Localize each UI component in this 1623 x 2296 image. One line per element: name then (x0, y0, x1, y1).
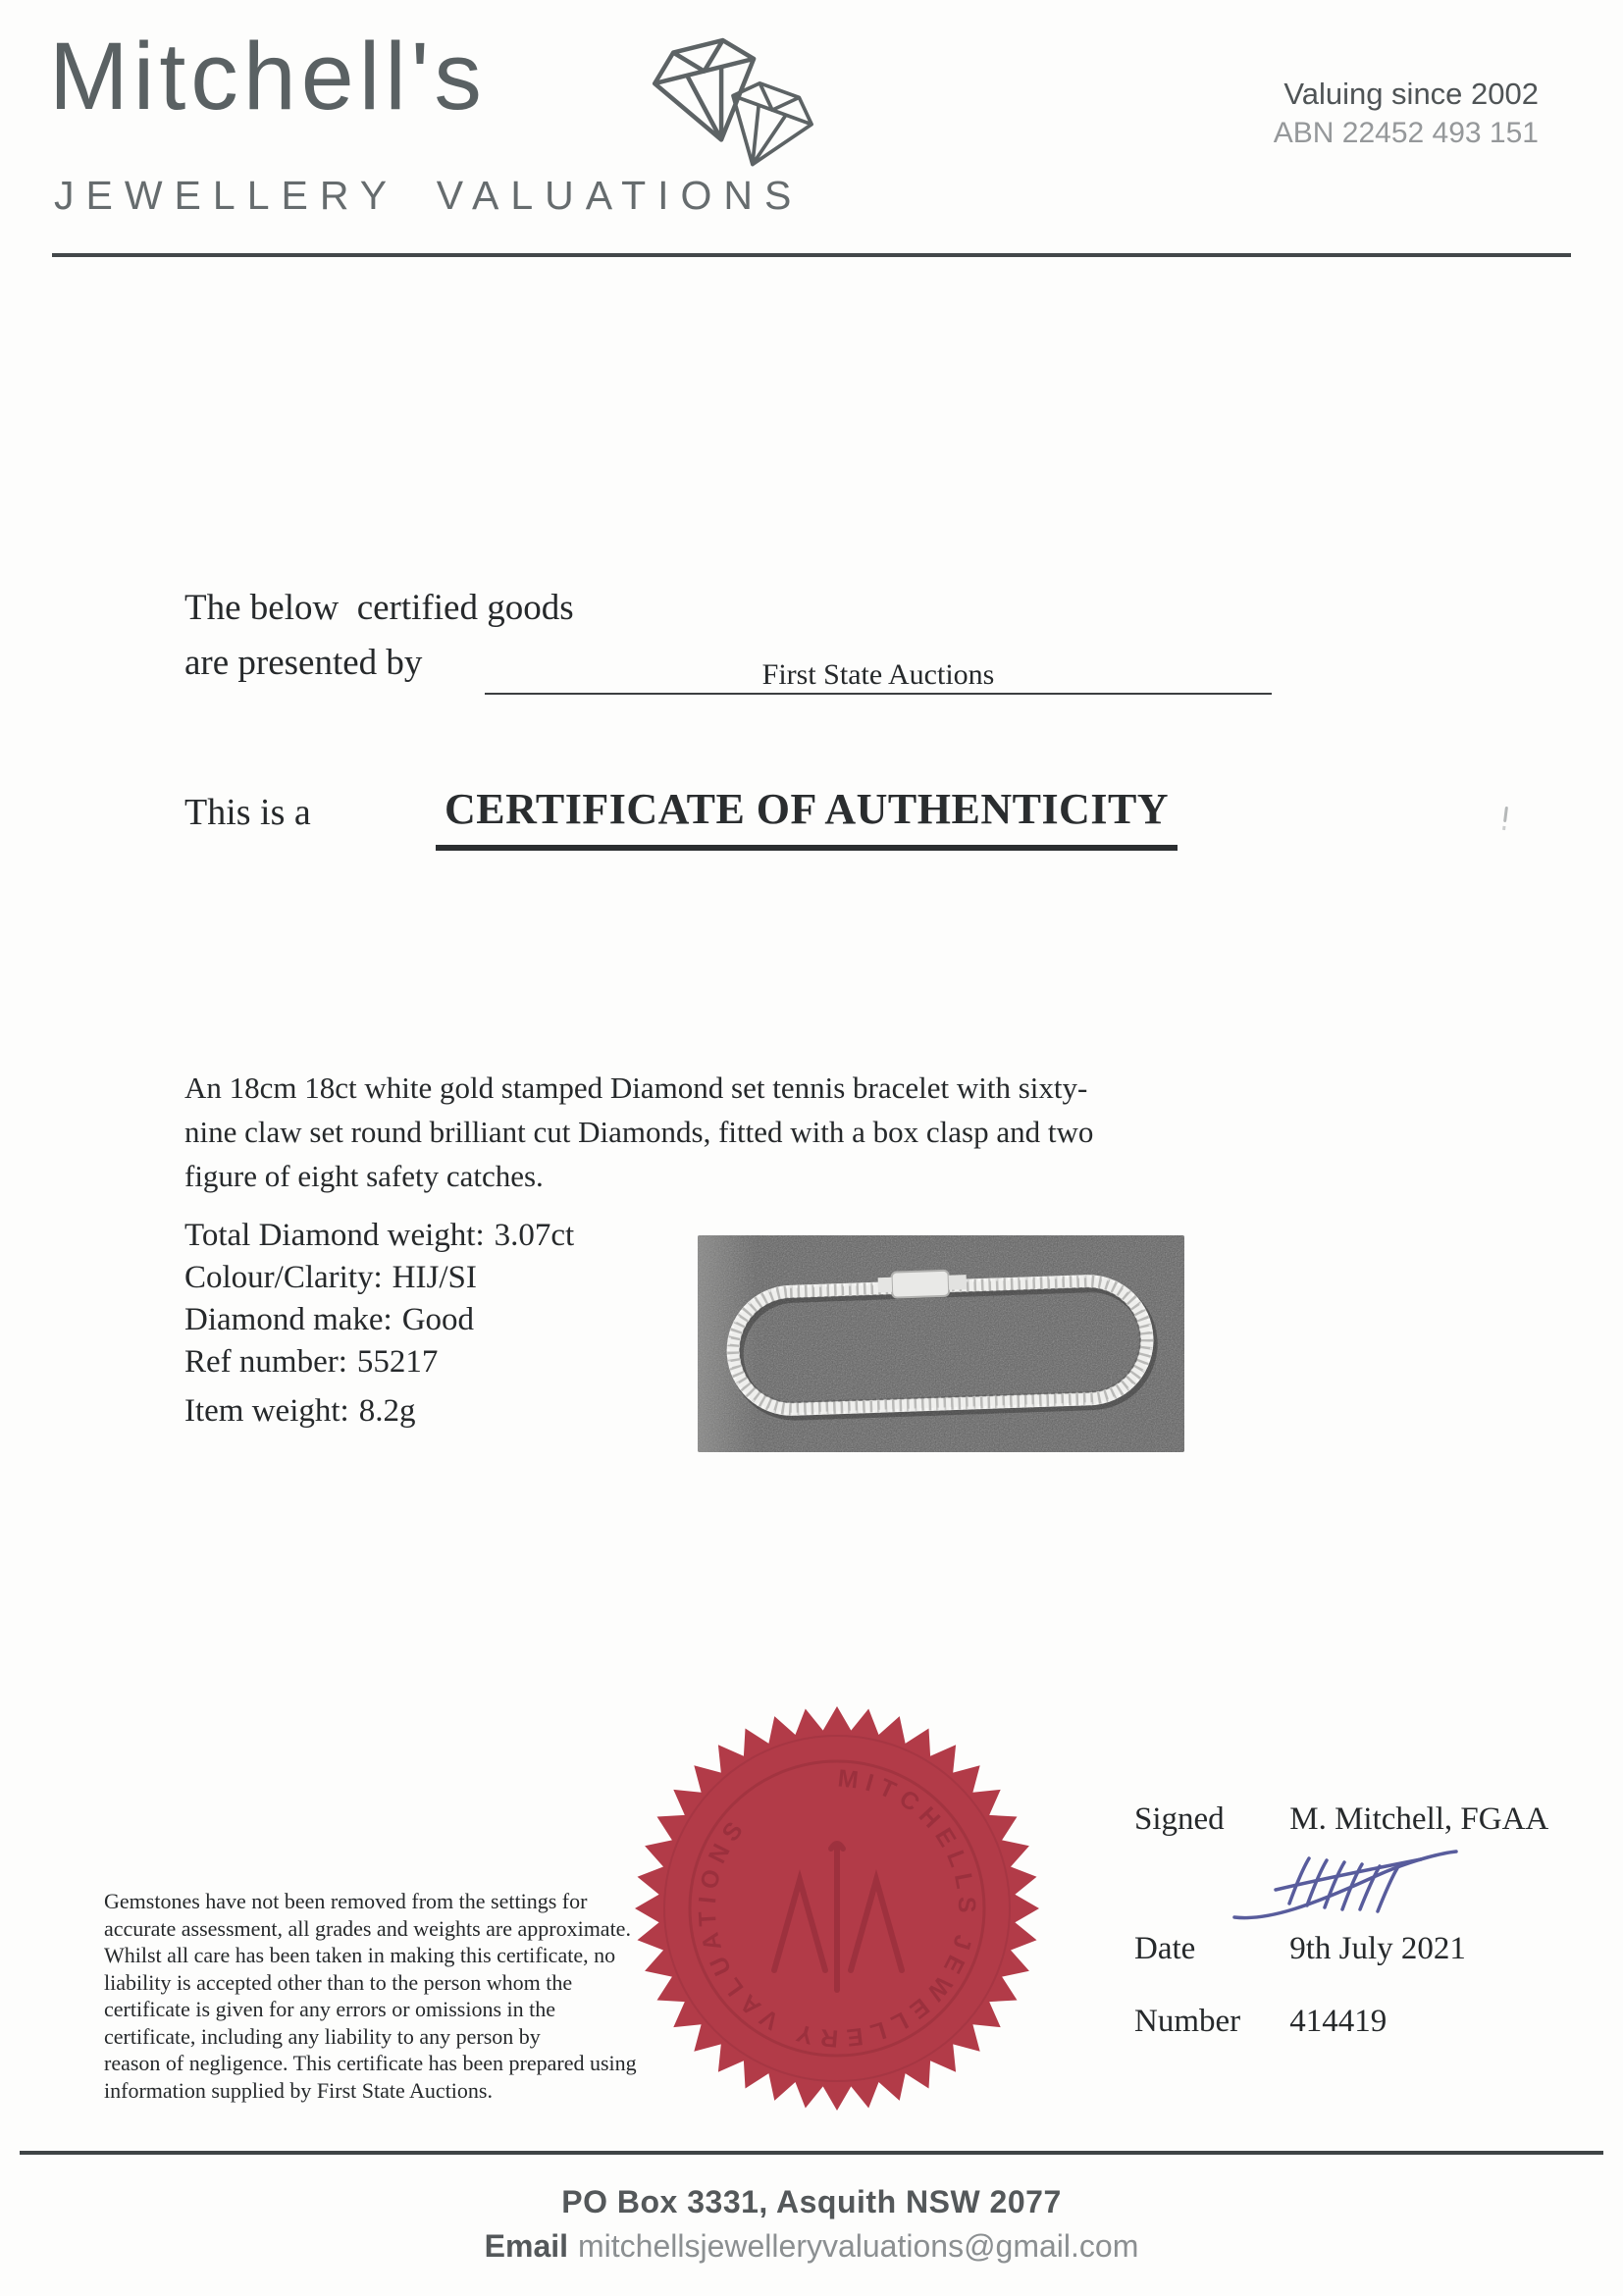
certificate-title: CERTIFICATE OF AUTHENTICITY (436, 784, 1178, 851)
signed-row (1134, 1801, 1548, 1838)
disclaimer-line: certificate, including any liability to any person by (104, 2023, 541, 2049)
disclaimer-line: reason of negligence. This certificate has been prepared using (104, 2051, 637, 2075)
brand-name: Mitchell's (49, 23, 487, 130)
disclaimer-text (104, 1888, 637, 2104)
abn-number: ABN 22452 493 151 (1273, 117, 1539, 149)
spec-row (184, 1215, 574, 1257)
date-value: 9th July 2021 (1289, 1931, 1466, 1966)
presenter-underline (485, 644, 1272, 695)
spec-label: Ref number: (184, 1344, 347, 1380)
red-wax-seal (634, 1705, 1040, 2112)
bracelet-photo-image (698, 1235, 1184, 1452)
diamonds-logo-icon (610, 26, 841, 183)
footer-email (0, 2228, 1623, 2265)
spec-label: Colour/Clarity: (184, 1260, 383, 1295)
item-weight-row (184, 1393, 415, 1430)
description-line: An 18cm 18ct white gold stamped Diamond set tennis bracelet with sixty- (184, 1070, 1088, 1105)
date-row (1134, 1931, 1466, 1967)
spec-value: HIJ/SI (392, 1260, 477, 1295)
number-value: 414419 (1289, 2004, 1387, 2039)
spec-row (184, 1341, 574, 1383)
intro-line2: are presented by (184, 643, 423, 683)
signed-value: M. Mitchell, FGAA (1289, 1801, 1549, 1837)
brand-subtitle: JEWELLERY VALUATIONS (54, 173, 804, 218)
description-line: nine claw set round brilliant cut Diamonds, fitted with a box clasp and two (184, 1115, 1094, 1149)
item-description (184, 1066, 1093, 1198)
number-label: Number (1134, 2004, 1241, 2039)
signed-label: Signed (1134, 1801, 1225, 1837)
intro-line1: The below certified goods (184, 588, 574, 628)
seal-ring-text: MITCHELLS JEWELLERY VALUATIONS (693, 1764, 980, 2053)
presenter-name: First State Auctions (761, 658, 995, 691)
spec-row (184, 1299, 574, 1341)
title-prefix: This is a (184, 792, 311, 833)
disclaimer-line: accurate assessment, all grades and weights are approximate. (104, 1915, 631, 1941)
spec-value: 8.2g (358, 1393, 416, 1429)
footer-divider (20, 2151, 1603, 2155)
spec-label: Total Diamond weight: (184, 1218, 485, 1253)
disclaimer-line: information supplied by First State Auctions. (104, 2077, 493, 2103)
spec-value: Good (401, 1302, 475, 1337)
footer-email-value: mitchellsjewelleryvaluations@gmail.com (578, 2228, 1139, 2264)
tagline: Valuing since 2002 (1283, 77, 1539, 111)
spec-value: 55217 (356, 1344, 439, 1380)
bracelet-photo (698, 1235, 1184, 1452)
disclaimer-line: Gemstones have not been removed from the settings for (104, 1889, 588, 1913)
number-row (1134, 2004, 1387, 2040)
spec-value: 3.07ct (494, 1218, 575, 1253)
scan-artifact (1503, 807, 1508, 822)
footer (0, 2184, 1623, 2265)
header-right-block (1274, 77, 1539, 150)
description-line: figure of eight safety catches. (184, 1159, 544, 1193)
date-label: Date (1134, 1931, 1196, 1966)
disclaimer-line: certificate is given for any errors or omissions in the (104, 1997, 556, 2021)
footer-address: PO Box 3331, Asquith NSW 2077 (561, 2184, 1062, 2219)
spec-list (184, 1215, 574, 1383)
disclaimer-line: liability is accepted other than to the person whom the (104, 1969, 573, 1995)
spec-row (184, 1257, 574, 1299)
spec-label: Diamond make: (184, 1302, 393, 1337)
footer-email-label: Email (484, 2228, 569, 2264)
signature (1229, 1847, 1464, 1927)
spec-label: Item weight: (184, 1393, 349, 1429)
header-divider (52, 253, 1571, 257)
disclaimer-line: Whilst all care has been taken in making this certificate, no (104, 1943, 616, 1967)
